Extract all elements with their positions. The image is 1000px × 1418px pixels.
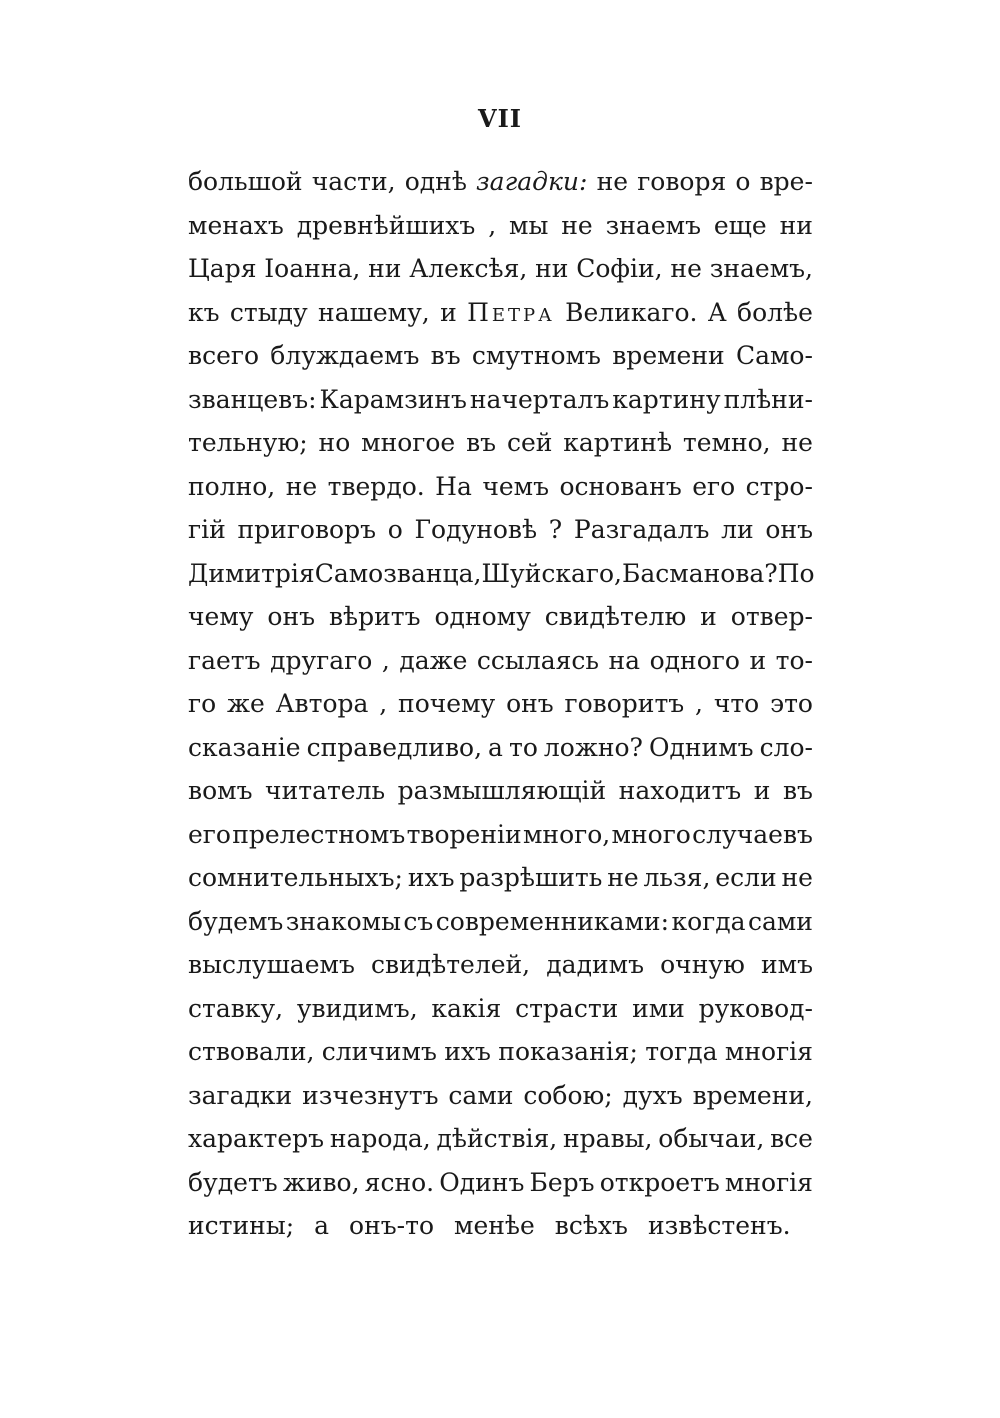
word: Самозванца, (314, 558, 482, 588)
word: Алексѣя, (409, 254, 528, 283)
text-line (188, 552, 813, 596)
word: случаевъ (692, 819, 813, 849)
word: А (707, 297, 727, 327)
word: менахъ (188, 210, 284, 240)
word: въ (782, 776, 813, 805)
word: ? (548, 515, 563, 544)
word: Великаго. (565, 297, 698, 327)
word: твореніи (406, 819, 522, 849)
word: части, (311, 167, 396, 196)
word: вѣритъ (328, 602, 421, 631)
text-line (188, 334, 813, 378)
word: ссылаясь (476, 645, 599, 675)
word: не (596, 167, 629, 196)
word: ставку, (188, 993, 284, 1023)
word: ли (721, 515, 754, 544)
word: дѣйствія, (436, 1124, 558, 1153)
text-line (188, 682, 813, 726)
word: полно, (188, 471, 276, 501)
word: гій (188, 515, 226, 544)
word: же (226, 689, 265, 718)
word: и (700, 602, 717, 631)
word: то- (775, 645, 813, 675)
word: основанъ (559, 471, 682, 501)
word: знакомы (285, 906, 401, 936)
word: тельную; (188, 428, 308, 457)
text-line (188, 204, 813, 248)
word: На (435, 471, 472, 501)
word: и (440, 297, 457, 327)
word: картину (612, 384, 721, 414)
word: , (695, 689, 703, 718)
word: стыду (229, 297, 308, 327)
word: одному (434, 602, 531, 631)
word: ствовали, (188, 1037, 315, 1066)
word: справедливо, (306, 732, 483, 762)
word: къ (188, 297, 220, 327)
word: блуждаемъ (270, 341, 420, 370)
word: много, (522, 819, 611, 849)
word: сами (747, 906, 813, 936)
word: Шуйскаго, (481, 558, 622, 588)
word: нравы, (563, 1124, 653, 1153)
word: всего (188, 341, 260, 370)
word: , (379, 689, 388, 718)
word: чему (188, 602, 254, 631)
word: картинѣ (563, 428, 673, 457)
word: руковод- (698, 993, 813, 1023)
word: другаго (270, 645, 373, 675)
word: разрѣшить (459, 863, 603, 892)
word: какія (431, 993, 502, 1023)
word: ложно? (543, 732, 643, 762)
word: откроетъ (599, 1167, 720, 1197)
word: народа, (329, 1124, 431, 1153)
word: сло- (759, 732, 813, 762)
word: Басманова? (621, 558, 778, 588)
word: , (488, 210, 497, 240)
text-line (188, 1161, 813, 1205)
word: когда (671, 906, 746, 936)
word: размышляющій (397, 776, 607, 805)
word: нашему, (318, 297, 430, 327)
word: почему (398, 689, 496, 718)
word: имъ (760, 950, 813, 979)
text-line (188, 595, 813, 639)
word: а (314, 1211, 330, 1240)
word: ни (535, 254, 569, 283)
word: ни (779, 210, 813, 240)
text-line (188, 247, 813, 291)
text-line (188, 1074, 813, 1118)
word: то (508, 732, 538, 762)
word: Автора (275, 689, 369, 718)
word: менѣе (454, 1211, 535, 1240)
word: многія (724, 1167, 813, 1197)
word: что (713, 689, 760, 718)
word: ими (632, 993, 685, 1023)
word: болѣе (737, 297, 813, 327)
word: Петра (467, 297, 555, 327)
word: гаетъ (188, 645, 261, 675)
word: сомнительныхъ; (188, 863, 403, 892)
word: мы (509, 210, 549, 240)
body-text (188, 160, 813, 1248)
word: всѣхъ (554, 1211, 628, 1240)
word: онъ (506, 689, 554, 718)
word: свидѣтелей, (371, 950, 531, 979)
text-line (188, 378, 813, 422)
word: времени (612, 341, 725, 370)
word: многое (361, 428, 456, 457)
word: , (381, 645, 390, 675)
text-line (188, 508, 813, 552)
word: Однимъ (649, 732, 754, 762)
text-line (188, 769, 813, 813)
text-line (188, 813, 813, 857)
word: Одинъ (439, 1167, 525, 1197)
word: прелестномъ (232, 819, 406, 849)
word: но (318, 428, 351, 457)
word: показанія; (498, 1037, 638, 1066)
word: извѣстенъ. (647, 1211, 791, 1240)
word: говоритъ (564, 689, 685, 718)
word: сличимъ (321, 1037, 437, 1066)
word: будетъ (188, 1167, 278, 1197)
word: онъ-то (349, 1211, 434, 1240)
text-line (188, 1030, 813, 1074)
word: знаемъ (605, 210, 701, 240)
word: Софіи, (576, 254, 663, 283)
word: приговоръ (237, 515, 376, 544)
word: еще (713, 210, 767, 240)
word: даже (399, 645, 468, 675)
word: не (607, 863, 639, 892)
word: о (735, 167, 751, 196)
text-line (188, 856, 813, 900)
word: загадки: (476, 167, 588, 196)
text-line (188, 421, 813, 465)
word: не (670, 254, 702, 283)
word: ихъ (444, 1037, 491, 1066)
word: свидѣтелю (544, 602, 687, 631)
word: вре- (759, 167, 813, 196)
word: не (781, 863, 813, 892)
word: Царя (188, 254, 257, 283)
word: смутномъ (471, 341, 601, 370)
word: одного (649, 645, 740, 675)
text-line (188, 1117, 813, 1161)
word: твердо. (327, 471, 425, 501)
word: будемъ (188, 906, 284, 936)
word: вомъ (188, 776, 253, 805)
word: живо, (282, 1167, 360, 1197)
word: а (488, 732, 503, 762)
word: чемъ (482, 471, 549, 501)
word: древнѣйшихъ (296, 210, 476, 240)
word: знаемъ, (709, 254, 813, 283)
word: говоря (637, 167, 727, 196)
word: дадимъ (546, 950, 644, 979)
text-line (188, 465, 813, 509)
word: выслушаемъ (188, 950, 355, 979)
word: Карамзинъ (319, 384, 467, 414)
word: тогда (645, 1037, 718, 1066)
word: очную (660, 950, 745, 979)
word: изчезнутъ (302, 1080, 439, 1110)
text-line (188, 291, 813, 335)
word: не (561, 210, 593, 240)
word: онъ (267, 602, 316, 631)
word: По (777, 558, 815, 588)
word: го (188, 689, 217, 718)
word: времени, (692, 1080, 813, 1110)
word: Само- (735, 341, 813, 370)
word: сей (506, 428, 553, 457)
word: онъ (765, 515, 813, 544)
word: сказаніе (188, 732, 301, 762)
word: современниками: (435, 906, 669, 936)
word: однѣ (404, 167, 467, 196)
word: ихъ (407, 863, 455, 892)
word: темно, (682, 428, 771, 457)
word: много (611, 819, 691, 849)
text-line (188, 1204, 813, 1248)
word: начерталъ (469, 384, 610, 414)
word: читатель (265, 776, 386, 805)
word: о (387, 515, 403, 544)
word: званцевъ: (188, 384, 317, 414)
word: если (715, 863, 777, 892)
text-line (188, 726, 813, 770)
word: находитъ (618, 776, 742, 805)
text-line (188, 900, 813, 944)
word: льзя, (643, 863, 711, 892)
text-line (188, 943, 813, 987)
text-line (188, 160, 813, 204)
word: Годуновѣ (414, 515, 538, 544)
word: отвер- (730, 602, 813, 631)
word: его (692, 471, 736, 501)
word: Беръ (529, 1167, 595, 1197)
word: большой (188, 167, 303, 196)
word: духъ (622, 1080, 683, 1110)
word: съ (403, 906, 434, 936)
word: многія (724, 1037, 813, 1066)
word: страсти (515, 993, 619, 1023)
word: загадки (188, 1080, 293, 1110)
word: Іоанна, (264, 254, 361, 283)
word: сами (448, 1080, 514, 1110)
word: не (781, 428, 813, 457)
word: и (753, 776, 771, 805)
word: Димитрія (188, 558, 315, 588)
word: характеръ (188, 1124, 325, 1153)
word: все (770, 1124, 813, 1153)
word: его (188, 819, 231, 849)
word: ясно. (364, 1167, 435, 1197)
word: Разгадалъ (573, 515, 710, 544)
word: не (285, 471, 318, 501)
word: и (749, 645, 767, 675)
word: ни (368, 254, 402, 283)
word: стро- (745, 471, 813, 501)
word: увидимъ, (296, 993, 418, 1023)
word: обычаи, (658, 1124, 765, 1153)
word: на (608, 645, 641, 675)
word: въ (430, 341, 461, 370)
word: истины; (188, 1211, 295, 1240)
text-line (188, 987, 813, 1031)
word: плѣни- (723, 384, 813, 414)
text-line (188, 639, 813, 683)
page-number: VII (477, 104, 523, 133)
word: собою; (523, 1080, 613, 1110)
word: это (770, 689, 813, 718)
word: въ (466, 428, 497, 457)
